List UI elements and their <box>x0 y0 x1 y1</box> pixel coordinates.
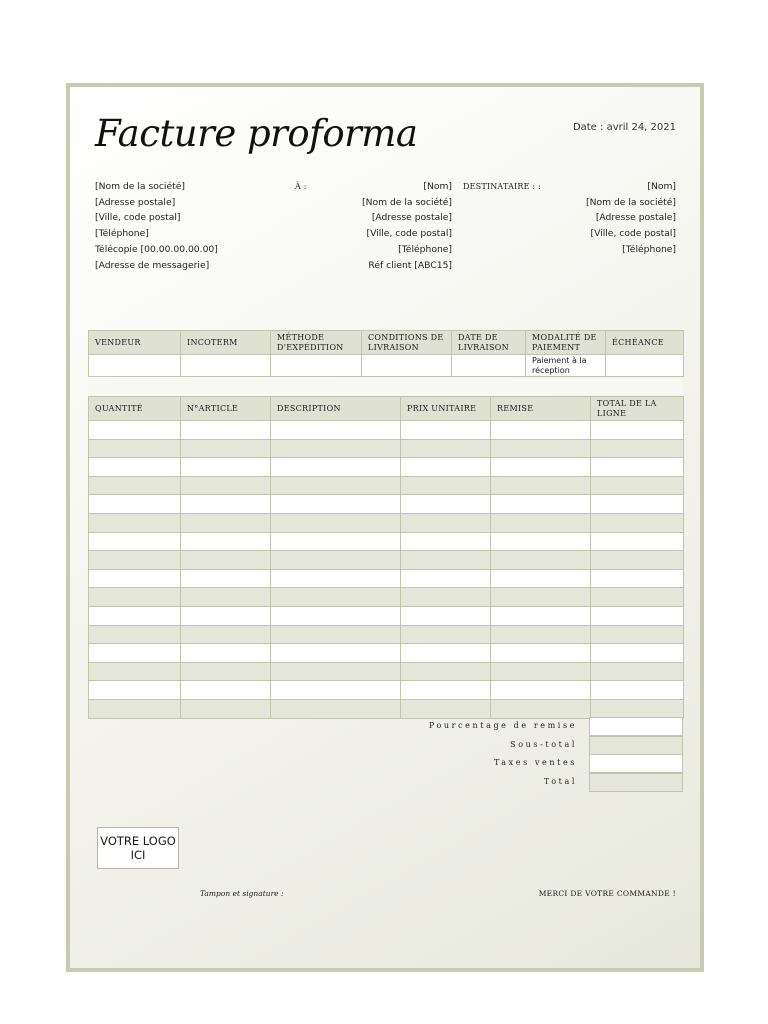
col-header-line-total: TOTAL DE LA LIGNE <box>591 397 684 421</box>
delivery-terms-cell[interactable] <box>362 355 452 377</box>
item-cell[interactable] <box>591 662 684 681</box>
item-cell[interactable] <box>271 681 401 700</box>
item-cell[interactable] <box>491 569 591 588</box>
item-cell[interactable] <box>181 532 271 551</box>
col-header-shipping-method: MÉTHODE D'EXPÉDITION <box>271 331 362 355</box>
due-date-cell[interactable] <box>606 355 684 377</box>
sender-address <box>95 179 218 273</box>
item-cell[interactable] <box>181 699 271 718</box>
sender-line: [Ville, code postal] <box>95 212 181 224</box>
item-cell[interactable] <box>401 569 491 588</box>
item-cell[interactable] <box>89 495 181 514</box>
table-row <box>89 495 684 514</box>
totals-row <box>88 736 683 755</box>
item-cell[interactable] <box>181 681 271 700</box>
item-cell[interactable] <box>491 662 591 681</box>
table-row <box>89 421 684 440</box>
item-cell[interactable] <box>491 458 591 477</box>
item-cell[interactable] <box>401 439 491 458</box>
col-header-description: DESCRIPTION <box>271 397 401 421</box>
item-cell[interactable] <box>401 625 491 644</box>
logo-placeholder: VOTRE LOGO ICI <box>97 827 179 869</box>
totals-value-cell[interactable] <box>589 773 683 792</box>
table-row <box>89 662 684 681</box>
item-cell[interactable] <box>401 476 491 495</box>
table-row <box>89 458 684 477</box>
col-header-seller: VENDEUR <box>89 331 181 355</box>
item-cell[interactable] <box>401 532 491 551</box>
item-cell[interactable] <box>271 421 401 440</box>
totals-label: Total <box>543 776 577 786</box>
item-cell[interactable] <box>181 421 271 440</box>
item-cell[interactable] <box>491 606 591 625</box>
to-label: À : <box>295 182 307 191</box>
totals-value-cell[interactable] <box>589 717 683 736</box>
recipient-line: [Nom de la société] <box>362 196 452 208</box>
item-cell[interactable] <box>89 644 181 663</box>
item-cell[interactable] <box>591 421 684 440</box>
item-cell[interactable] <box>591 569 684 588</box>
sender-line: [Nom de la société] <box>95 181 185 192</box>
recipient-line: Réf client [ABC15] <box>368 259 452 271</box>
item-cell[interactable] <box>491 495 591 514</box>
item-cell[interactable] <box>401 699 491 718</box>
item-cell[interactable] <box>89 476 181 495</box>
item-cell[interactable] <box>181 569 271 588</box>
item-cell[interactable] <box>401 662 491 681</box>
destination-address <box>586 179 676 258</box>
item-cell[interactable] <box>401 551 491 570</box>
item-cell[interactable] <box>591 625 684 644</box>
item-cell[interactable] <box>89 662 181 681</box>
item-cell[interactable] <box>591 588 684 607</box>
item-cell[interactable] <box>181 495 271 514</box>
item-cell[interactable] <box>89 458 181 477</box>
item-cell[interactable] <box>401 606 491 625</box>
item-cell[interactable] <box>181 513 271 532</box>
item-cell[interactable] <box>591 644 684 663</box>
recipient-address <box>362 179 452 273</box>
item-cell[interactable] <box>181 662 271 681</box>
page-title: Facture proforma <box>95 112 418 155</box>
item-cell[interactable] <box>491 644 591 663</box>
table-row <box>89 681 684 700</box>
item-cell[interactable] <box>591 476 684 495</box>
item-cell[interactable] <box>491 532 591 551</box>
signature-label: Tampon et signature : <box>200 889 284 898</box>
totals-label: Taxes ventes <box>493 758 577 768</box>
shipping-header-row <box>89 331 684 355</box>
table-row <box>89 551 684 570</box>
col-header-incoterm: INCOTERM <box>181 331 271 355</box>
item-cell[interactable] <box>401 421 491 440</box>
sender-line: [Adresse postale] <box>95 196 176 208</box>
separator-band <box>88 378 683 395</box>
totals-row <box>88 773 683 792</box>
item-cell[interactable] <box>181 476 271 495</box>
item-cell[interactable] <box>271 551 401 570</box>
col-header-item-number: N°ARTICLE <box>181 397 271 421</box>
item-cell[interactable] <box>89 439 181 458</box>
item-cell[interactable] <box>491 513 591 532</box>
item-cell[interactable] <box>591 532 684 551</box>
table-row <box>89 476 684 495</box>
seller-cell[interactable] <box>89 355 181 377</box>
item-cell[interactable] <box>271 513 401 532</box>
thank-you-message: MERCI DE VOTRE COMMANDE ! <box>538 889 676 898</box>
table-row <box>89 439 684 458</box>
recipient-line: [Ville, code postal] <box>366 228 452 240</box>
item-cell[interactable] <box>89 551 181 570</box>
destination-line: [Téléphone] <box>622 243 676 255</box>
sender-line: [Adresse de messagerie] <box>95 259 210 271</box>
col-header-due-date: ÉCHÉANCE <box>606 331 684 355</box>
table-row <box>89 699 684 718</box>
totals-value-cell[interactable] <box>589 754 683 773</box>
destination-label: DESTINATAIRE : : <box>463 182 541 191</box>
item-cell[interactable] <box>491 421 591 440</box>
totals-row <box>88 717 683 736</box>
invoice-page <box>66 83 704 972</box>
item-cell[interactable] <box>401 681 491 700</box>
item-cell[interactable] <box>271 476 401 495</box>
item-cell[interactable] <box>89 569 181 588</box>
item-cell[interactable] <box>271 606 401 625</box>
table-row <box>89 569 684 588</box>
item-cell[interactable] <box>181 439 271 458</box>
item-cell[interactable] <box>491 625 591 644</box>
item-cell[interactable] <box>491 551 591 570</box>
shipping-value-row <box>89 355 684 377</box>
item-cell[interactable] <box>401 588 491 607</box>
item-cell[interactable] <box>89 681 181 700</box>
item-cell[interactable] <box>491 476 591 495</box>
recipient-line: [Nom] <box>423 181 452 192</box>
recipient-line: [Adresse postale] <box>371 212 452 224</box>
item-cell[interactable] <box>591 606 684 625</box>
item-cell[interactable] <box>89 588 181 607</box>
item-cell[interactable] <box>89 513 181 532</box>
item-cell[interactable] <box>89 699 181 718</box>
item-cell[interactable] <box>401 495 491 514</box>
item-cell[interactable] <box>491 681 591 700</box>
destination-line: [Adresse postale] <box>595 212 676 224</box>
item-cell[interactable] <box>591 513 684 532</box>
item-cell[interactable] <box>271 532 401 551</box>
totals-label: Sous-total <box>510 739 577 749</box>
item-cell[interactable] <box>271 458 401 477</box>
delivery-date-cell[interactable] <box>452 355 526 377</box>
shipping-table <box>88 330 684 377</box>
destination-line: [Nom de la société] <box>586 196 676 208</box>
item-cell[interactable] <box>271 495 401 514</box>
item-cell[interactable] <box>89 625 181 644</box>
totals-section <box>88 717 683 791</box>
item-cell[interactable] <box>181 458 271 477</box>
col-header-payment-method: MODALITÉ DE PAIEMENT <box>526 331 606 355</box>
table-row <box>89 513 684 532</box>
item-cell[interactable] <box>271 569 401 588</box>
item-cell[interactable] <box>181 625 271 644</box>
col-header-delivery-date: DATE DE LIVRAISON <box>452 331 526 355</box>
destination-line: [Ville, code postal] <box>590 228 676 240</box>
item-cell[interactable] <box>271 699 401 718</box>
totals-label: Pourcentage de remise <box>428 721 577 730</box>
item-cell[interactable] <box>181 588 271 607</box>
recipient-line: [Téléphone] <box>398 243 452 255</box>
payment-method-cell[interactable]: Paiement à la réception <box>526 355 606 377</box>
incoterm-cell[interactable] <box>181 355 271 377</box>
item-cell[interactable] <box>491 699 591 718</box>
item-cell[interactable] <box>401 513 491 532</box>
col-header-quantity: QUANTITÉ <box>89 397 181 421</box>
table-row <box>89 532 684 551</box>
totals-value-cell[interactable] <box>589 736 683 755</box>
item-cell[interactable] <box>401 644 491 663</box>
table-row <box>89 606 684 625</box>
item-cell[interactable] <box>89 421 181 440</box>
item-cell[interactable] <box>401 458 491 477</box>
item-cell[interactable] <box>591 439 684 458</box>
item-cell[interactable] <box>271 439 401 458</box>
item-cell[interactable] <box>181 551 271 570</box>
item-cell[interactable] <box>491 588 591 607</box>
destination-line: [Nom] <box>647 181 676 192</box>
item-cell[interactable] <box>271 588 401 607</box>
items-table <box>88 396 684 719</box>
table-row <box>89 625 684 644</box>
item-cell[interactable] <box>591 699 684 718</box>
col-header-delivery-terms: CONDITIONS DE LIVRAISON <box>362 331 452 355</box>
item-cell[interactable] <box>491 439 591 458</box>
table-row <box>89 644 684 663</box>
item-cell[interactable] <box>591 681 684 700</box>
table-row <box>89 588 684 607</box>
sender-line: [Téléphone] <box>95 228 149 240</box>
shipping-method-cell[interactable] <box>271 355 362 377</box>
item-cell[interactable] <box>89 532 181 551</box>
item-cell[interactable] <box>89 606 181 625</box>
item-cell[interactable] <box>591 551 684 570</box>
items-header-row <box>89 397 684 421</box>
item-cell[interactable] <box>591 495 684 514</box>
invoice-date: Date : avril 24, 2021 <box>572 122 676 133</box>
sender-line: Télécopie [00.00.00.00.00] <box>95 243 218 255</box>
item-cell[interactable] <box>591 458 684 477</box>
items-body <box>89 421 684 719</box>
totals-row <box>88 754 683 773</box>
item-cell[interactable] <box>181 606 271 625</box>
col-header-discount: REMISE <box>491 397 591 421</box>
item-cell[interactable] <box>271 644 401 663</box>
item-cell[interactable] <box>181 644 271 663</box>
item-cell[interactable] <box>271 625 401 644</box>
col-header-unit-price: PRIX UNITAIRE <box>401 397 491 421</box>
item-cell[interactable] <box>271 662 401 681</box>
